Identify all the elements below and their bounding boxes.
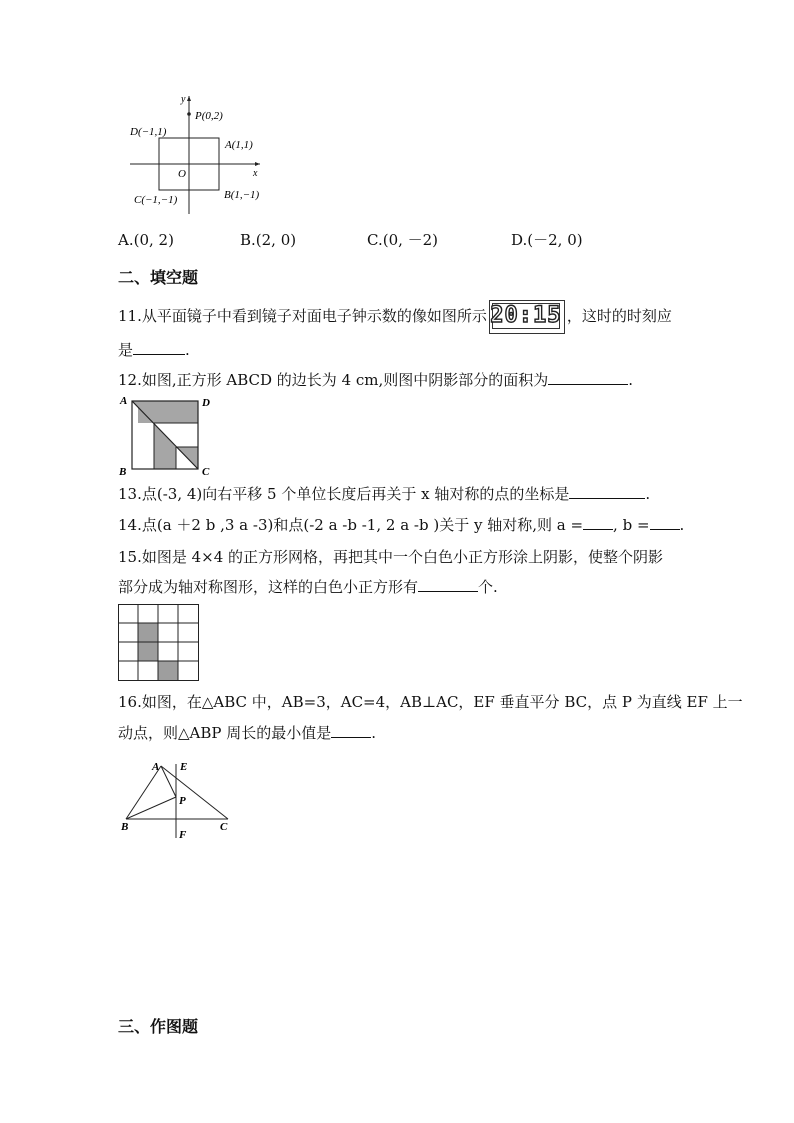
point-p xyxy=(187,112,191,116)
triangle-lines xyxy=(126,764,228,838)
q14-answer-b-blank[interactable] xyxy=(650,515,680,530)
q16-line1: 16.如图，在△ABC 中，AB=3，AC=4，AB⊥AC，EF 垂直平分 BC，点 P 为直线 EF 上一 xyxy=(118,693,743,711)
q14-end: . xyxy=(679,516,685,534)
grid-lines xyxy=(119,605,199,681)
q15-line1: 15.如图是 4×4 的正方形网格，再把其中一个白色小正方形涂上阴影，使整个阴影 xyxy=(118,548,664,566)
shaded-cell-r4c3 xyxy=(158,661,178,680)
label-a: A(1,1) xyxy=(225,139,253,151)
label-p: P(0,2) xyxy=(195,110,223,122)
q15-line2-before: 部分成为轴对称图形，这样的白色小正方形有 xyxy=(118,578,419,596)
label-y: y xyxy=(181,94,186,105)
q10-option-c[interactable]: C.(0, －2) xyxy=(367,231,439,249)
label-a: A xyxy=(152,761,160,773)
q12-end: . xyxy=(628,371,634,389)
label-f: F xyxy=(179,829,187,841)
q11-line2-text: 是 xyxy=(118,341,134,359)
q15-grid-figure xyxy=(118,604,200,682)
q10-option-b[interactable]: B.(2, 0) xyxy=(240,231,297,249)
label-a: A xyxy=(120,395,128,407)
label-c: C(−1,−1) xyxy=(134,194,178,206)
clock-digits: 20:15 xyxy=(490,303,562,328)
q15-line2 xyxy=(118,577,498,597)
q11-text-before: 11.从平面镜子中看到镜子对面电子钟示数的像如图所示 xyxy=(118,307,487,325)
q15-answer-blank[interactable] xyxy=(418,577,478,592)
q14-mid: , b = xyxy=(613,516,650,534)
q12-square-figure xyxy=(116,393,216,478)
shaded-cell-r3c2 xyxy=(138,642,158,661)
q16-triangle-figure xyxy=(116,756,236,844)
q11-line2: 是 . xyxy=(118,341,190,359)
q13-end: . xyxy=(645,485,651,503)
label-p: P xyxy=(179,795,186,807)
q14-text-before: 14.点(a ＋2 b ,3 a -3)和点(-2 a -b -1, 2 a -b )关于 y 轴对称,则 a = xyxy=(118,516,584,534)
q16-answer-blank[interactable] xyxy=(331,723,371,738)
q14-answer-a-blank[interactable] xyxy=(583,515,613,530)
q16-line2 xyxy=(118,723,376,743)
label-b: B xyxy=(121,821,129,833)
x-axis-arrow xyxy=(255,162,260,166)
q14-line xyxy=(118,515,684,535)
section2-heading: 二、填空题 xyxy=(118,268,199,287)
shaded-cell-r2c2 xyxy=(138,623,158,642)
label-e: E xyxy=(180,761,188,773)
q11-text-after: ，这时的时刻应 xyxy=(566,307,672,325)
clock-image xyxy=(489,300,565,334)
y-axis-arrow xyxy=(187,96,191,101)
q16-line2-after: . xyxy=(371,724,377,742)
label-d: D xyxy=(202,397,210,409)
label-c: C xyxy=(220,821,228,833)
q12-text: 12.如图,正方形 ABCD 的边长为 4 cm,则图中阴影部分的面积为 xyxy=(118,371,549,389)
q10-coordinate-figure xyxy=(125,92,270,217)
q13-text: 13.点(-3, 4)向右平移 5 个单位长度后再关于 x 轴对称的点的坐标是 xyxy=(118,485,570,503)
label-c: C xyxy=(202,466,210,478)
q16-line2-before: 动点，则△ABP 周长的最小值是 xyxy=(118,724,332,742)
label-b: B(1,−1) xyxy=(224,189,260,201)
q10-option-a[interactable]: A.(0, 2) xyxy=(118,231,174,249)
q12-line xyxy=(118,370,633,390)
q10-option-d[interactable]: D.(－2, 0) xyxy=(511,231,583,249)
label-x: x xyxy=(253,168,258,179)
q15-line2-after: 个. xyxy=(478,578,498,596)
q11-line1 xyxy=(118,300,672,334)
q13-line xyxy=(118,484,650,504)
section3-heading: 三、作图题 xyxy=(118,1017,199,1036)
label-b: B xyxy=(119,466,127,478)
q13-answer-blank[interactable] xyxy=(569,484,645,499)
label-origin: O xyxy=(178,168,186,180)
shade-top-band xyxy=(138,401,198,423)
q12-answer-blank[interactable] xyxy=(548,370,628,385)
q11-answer-blank[interactable] xyxy=(133,340,185,355)
label-d: D(−1,1) xyxy=(130,126,167,138)
